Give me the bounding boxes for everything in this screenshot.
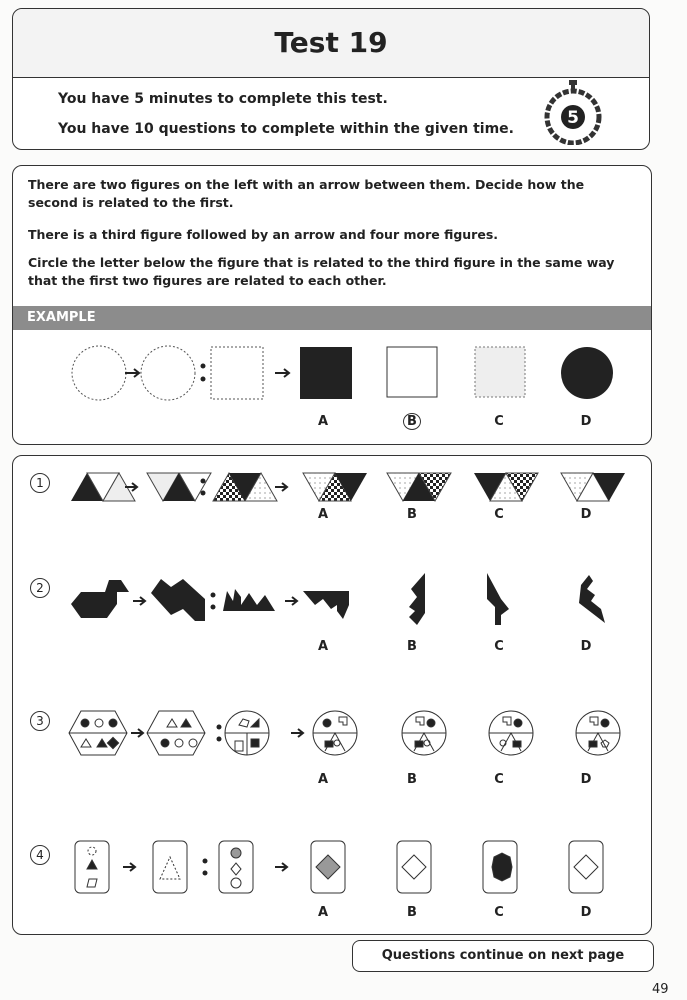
q2-option-a[interactable]: A (317, 639, 329, 654)
q2-option-d[interactable]: D (580, 639, 592, 654)
instructions-panel (12, 165, 652, 445)
test-header (12, 8, 650, 150)
circled-answer: B (403, 413, 421, 430)
page-number: 49 (652, 982, 669, 997)
question-number: 4 (30, 845, 50, 865)
q3-option-c[interactable]: C (494, 772, 504, 787)
time-limit-text: You have 5 minutes to complete this test. (58, 91, 388, 107)
continue-notice: Questions continue on next page (352, 940, 654, 972)
example-banner: EXAMPLE (13, 306, 651, 330)
q3-option-d[interactable]: D (580, 772, 592, 787)
example-option-b[interactable] (397, 414, 427, 429)
example-figures (13, 166, 651, 444)
q2-option-c[interactable]: C (494, 639, 504, 654)
q1-option-a[interactable]: A (317, 507, 329, 522)
q1-option-c[interactable]: C (494, 507, 504, 522)
example-option-a[interactable]: A (317, 414, 329, 429)
example-option-c[interactable]: C (494, 414, 504, 429)
instruction-1: There are two figures on the left with an arrow between them. Decide how the second is related to the first. (28, 177, 585, 210)
q1-option-b[interactable]: B (407, 507, 417, 522)
q4-option-d[interactable]: D (580, 905, 592, 920)
q4-option-a[interactable]: A (317, 905, 329, 920)
question-number: 2 (30, 578, 50, 598)
question-number: 1 (30, 473, 50, 493)
instruction-2: There is a third figure followed by an arrow and four more figures. (28, 227, 499, 242)
instruction-3: Circle the letter below the figure that is related to the third figure in the same way that the first two figures are related to each other. (28, 255, 615, 288)
q4-option-c[interactable]: C (494, 905, 504, 920)
question-figures (13, 456, 651, 934)
timer-value: 5 (567, 108, 579, 128)
question-number: 3 (30, 711, 50, 731)
example-option-d[interactable]: D (580, 414, 592, 429)
stopwatch-icon (541, 79, 605, 145)
q2-option-b[interactable]: B (407, 639, 417, 654)
q3-option-b[interactable]: B (407, 772, 417, 787)
question-count-text: You have 10 questions to complete within the given time. (58, 121, 514, 137)
q4-option-b[interactable]: B (407, 905, 417, 920)
q1-option-d[interactable]: D (580, 507, 592, 522)
page-title: Test 19 (274, 26, 388, 59)
q3-option-a[interactable]: A (317, 772, 329, 787)
questions-panel (12, 455, 652, 935)
